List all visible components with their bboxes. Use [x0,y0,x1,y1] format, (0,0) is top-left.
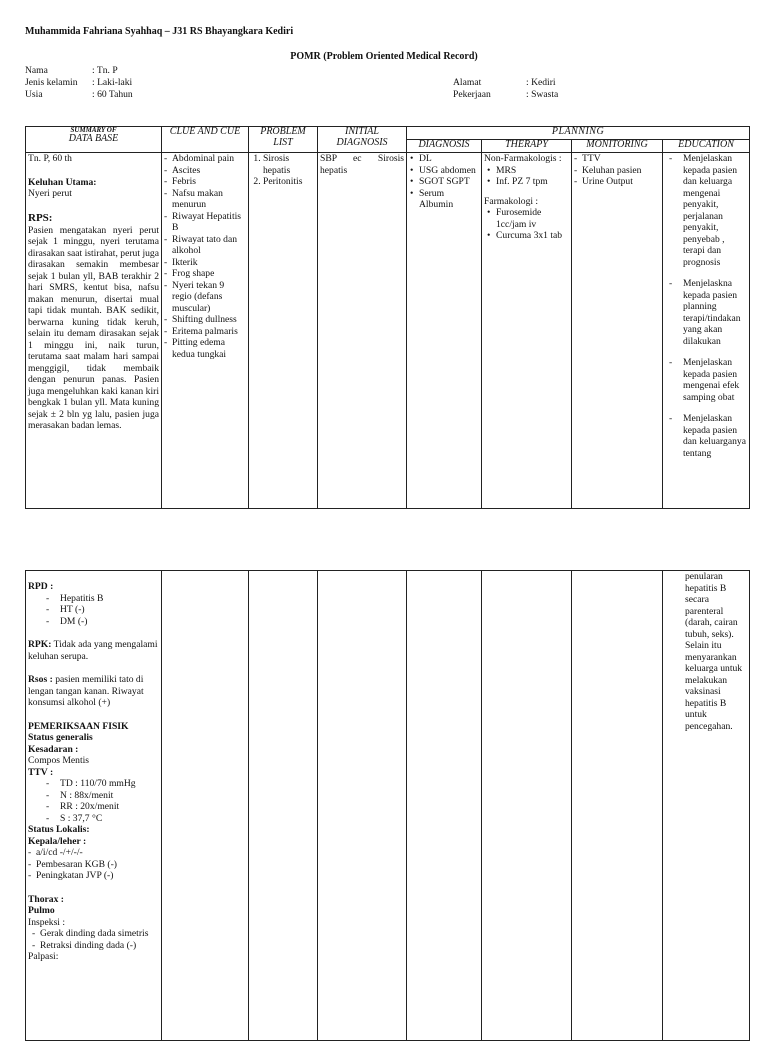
header-therapy: THERAPY [482,140,572,153]
therapy-non-label: Non-Farmakologis : [484,153,562,164]
education-cont-text: penularan hepatitis B secara parenteral (darah, cairan tubuh, seks). Selain itu menyarankan keluarga untuk melakukan vaksinasi hepatitis B untuk pencegahan. [685,571,743,732]
pomr-table-1 [25,126,750,509]
clue-item: - Eritema palmaris [164,326,246,338]
header-summary-bottom: DATA BASE [68,133,119,145]
header-problem: PROBLEM LIST [249,127,318,153]
header-summary-top: SUMMARY OF [70,126,117,134]
clue-item: - Pitting edema kedua tungkai [164,337,246,360]
monitoring-cont-cell [572,571,663,1041]
usia-label: Usia [25,89,43,100]
summary-cell [26,153,162,509]
nama-value: : Tn. P [92,65,118,76]
clue-item: - Nafsu makan menurun [164,188,246,211]
clue-cont-cell [162,571,249,1041]
rsos-text: pasien memiliki tato di lengan tangan kanan. Riwayat konsumsi alkohol (+) [28,674,144,708]
rps-text: Pasien mengatakan nyeri perut sejak 1 minggu, nyeri terutama dirasakan saat istirahat, perut juga dirasakan semakin membesar sejak 1 bulan yll, BAB terakhir 2 hari SMRS, kentut bisa, nafsu makan menurun, disertai mual tapi tidak muntah. BAK sedikit, berwarna kuning tidak keruh, selain itu demam dirasakan sejak 1 minggu ini, naik turun, terutama saat malam hari sampai menggigil, tidak membaik dengan penurun panas. Pasien juga mengeluhkan kaki kanan kiri bengkak 1 bulan yll. Mata kuning sejak ± 2 bln yg lalu, pasien juga merasakan badan lemas. [28,224,159,432]
dx-plan-cell [407,153,482,509]
ttv-label: TTV : [28,766,54,778]
pekerjaan-label: Pekerjaan [453,89,491,100]
keluhan-value: Nyeri perut [28,188,72,199]
kesadaran-value: Compos Mentis [28,755,90,766]
clue-item: - Febris [164,176,246,188]
clue-cell [162,153,249,509]
therapy-farm-item: • Curcuma 3x1 tab [486,230,569,242]
therapy-cell [482,153,572,509]
initial-dx-cell [318,153,407,509]
inspeksi-item: - Retraksi dinding dada (-) [32,940,159,952]
inspeksi-item: - Gerak dinding dada simetris [32,928,159,940]
ttv-item: - RR : 20x/menit [46,801,159,813]
therapy-farm-item: • Furosemide 1cc/jam iv [486,207,569,230]
status-generalis: Status generalis [28,732,93,743]
status-lokalis: Status Lokalis: [28,824,90,835]
ttv-item: - S : 37,7 °C [46,813,159,825]
pf-label: PEMERIKSAAN FISIK [28,720,129,732]
summary-cont-cell [26,571,162,1041]
clue-item: - Ascites [164,165,246,177]
education-cont-cell [663,571,750,1041]
education-cell [663,153,750,509]
therapy-cont-cell [482,571,572,1041]
kepala-label: Kepala/leher : [28,835,87,847]
alamat-value: : Kediri [526,77,556,88]
monitoring-item: - Urine Output [574,176,660,188]
header-diagnosis: DIAGNOSIS [407,140,482,153]
kepala-item: - a/i/cd -/+/-/- [28,847,159,859]
header-initial: INITIAL DIAGNOSIS [318,127,407,153]
jk-label: Jenis kelamin [25,77,78,88]
therapy-non-item: • Inf. PZ 7 tpm [486,176,569,188]
rpd-item: - Hepatitis B [46,593,159,605]
therapy-farm-label: Farmakologi : [484,195,539,207]
clue-item: - Riwayat tato dan alkohol [164,234,246,257]
alamat-label: Alamat [453,77,482,88]
clue-item: - Shifting dullness [164,314,246,326]
kepala-item: - Pembesaran KGB (-) [28,859,159,871]
rpd-item: - DM (-) [46,616,159,628]
clue-item: - Ikterik [164,257,246,269]
kesadaran-label: Kesadaran : [28,743,79,755]
rpk-text: Tidak ada yang mengalami keluhan serupa. [28,639,158,662]
summary-patient: Tn. P, 60 th [28,153,72,164]
palpasi-label: Palpasi: [28,951,59,962]
dx-plan-item: • Serum Albumin [409,188,479,211]
keluhan-label: Keluhan Utama: [28,176,97,188]
header-summary [26,127,162,153]
education-item: - Menjelaskna kepada pasien planning terapi/tindakan yang akan dilakukan [669,278,747,347]
monitoring-item: - TTV [574,153,660,165]
usia-value: : 60 Tahun [92,89,133,100]
problem-cell [249,153,318,509]
monitoring-item: - Keluhan pasien [574,165,660,177]
clue-item: - Nyeri tekan 9 regio (defans muscular) [164,280,246,315]
clue-item: - Abdominal pain [164,153,246,165]
problem-cont-cell [249,571,318,1041]
problem-item: 2. Peritonitis [263,176,315,188]
rps-label: RPS: [28,211,53,224]
rpk-label: RPK: [28,639,52,650]
rsos-label: Rsos : [28,674,53,685]
education-item: - Menjelaskan kepada pasien mengenai efek samping obat [669,357,747,403]
header-clue: CLUE AND CUE [162,127,249,153]
pekerjaan-value: : Swasta [526,89,559,100]
header-monitoring: MONITORING [572,140,663,153]
ttv-item: - N : 88x/menit [46,790,159,802]
inspeksi-label: Inspeksi : [28,916,66,928]
therapy-non-item: • MRS [486,165,569,177]
kepala-item: - Peningkatan JVP (-) [28,870,159,882]
clue-item: - Frog shape [164,268,246,280]
dx-cont-cell [407,571,482,1041]
dx-plan-item: • DL [409,153,479,165]
problem-item: 1. Sirosis hepatis [263,153,315,176]
education-item: - Menjelaskan kepada pasien dan keluarganya tentang [669,413,747,459]
rpd-item: - HT (-) [46,604,159,616]
header-education: EDUCATION [663,140,750,153]
document-title: POMR (Problem Oriented Medical Record) [290,51,478,62]
rpd-label: RPD : [28,581,54,592]
author-line: Muhammida Fahriana Syahhaq – J31 RS Bhayangkara Kediri [25,26,294,37]
education-item: - Menjelaskan kepada pasien dan keluarga mengenai penyakit, perjalanan penyakit, penyebab , terapi dan prognosis [669,153,747,268]
nama-label: Nama [25,65,48,76]
thorax-label: Thorax : [28,893,64,905]
dx-plan-item: • USG abdomen [409,165,479,177]
header-planning: PLANNING [407,127,750,140]
initial-cont-cell [318,571,407,1041]
initial-dx-text: SBP ec Sirosis hepatis [320,153,404,176]
ttv-item: - TD : 110/70 mmHg [46,778,159,790]
clue-item: - Riwayat Hepatitis B [164,211,246,234]
pomr-table-2 [25,570,750,1041]
dx-plan-item: • SGOT SGPT [409,176,479,188]
monitoring-cell [572,153,663,509]
jk-value: : Laki-laki [92,77,133,88]
pulmo-label: Pulmo [28,905,55,916]
